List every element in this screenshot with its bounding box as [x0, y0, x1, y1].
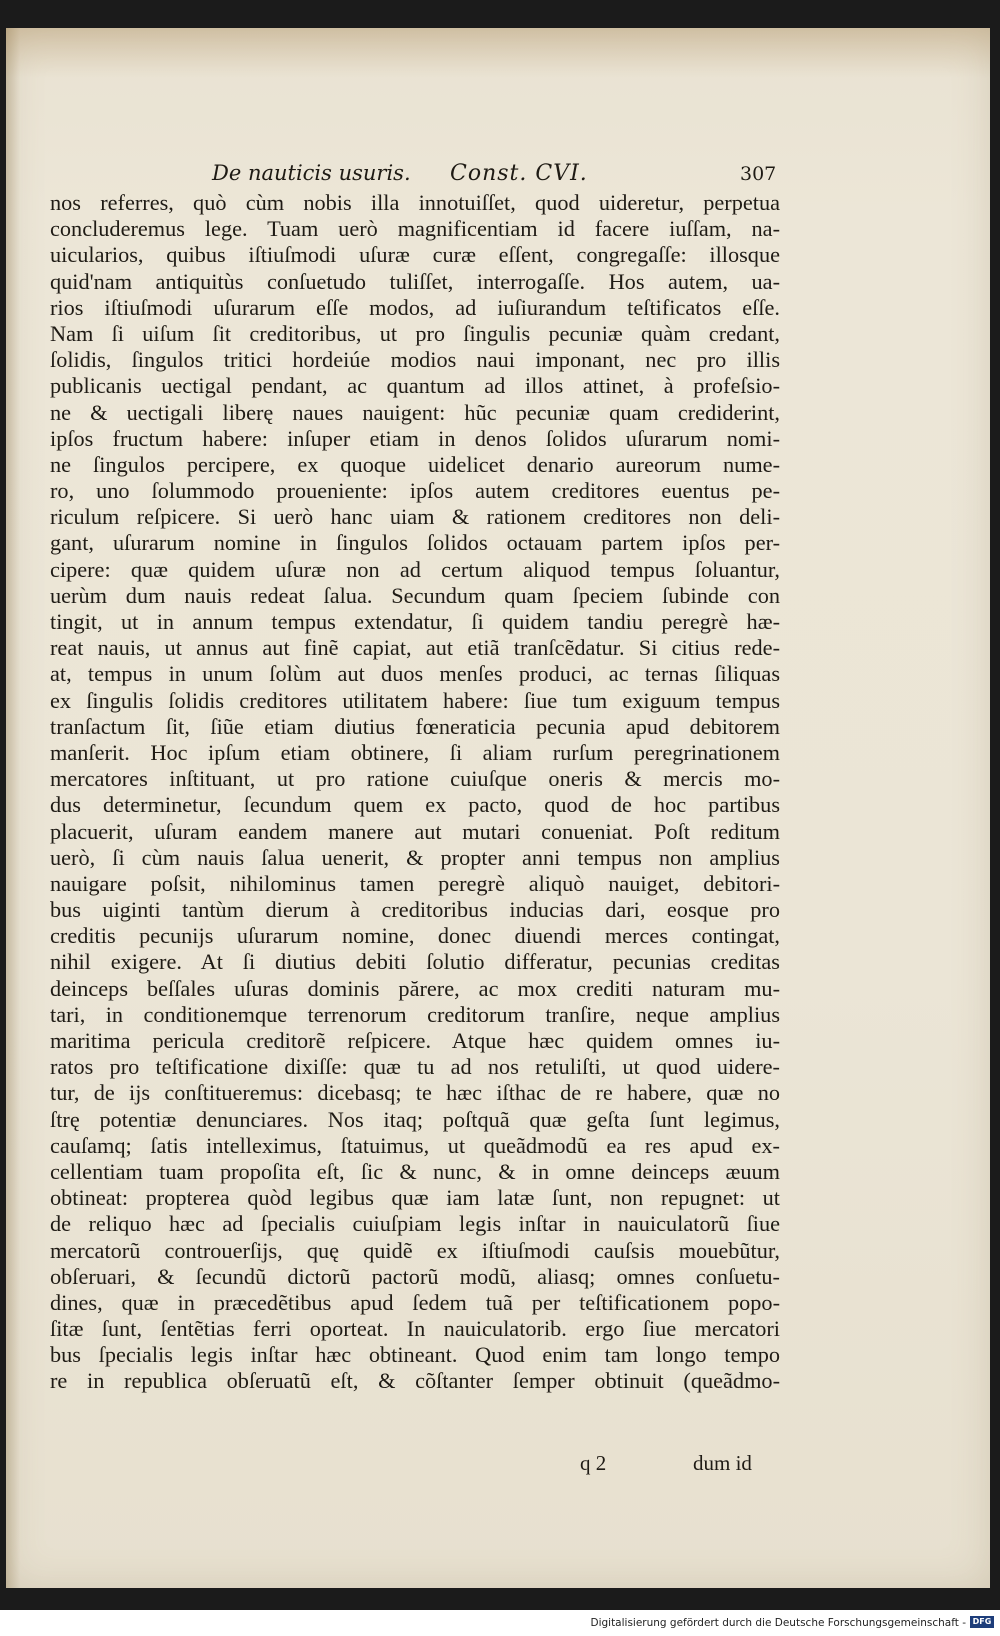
text-line: concluderemus lege. Tuam uerò magnificentiam id facere iuſſam, na- — [50, 216, 780, 242]
text-line: ſtrę potentiæ denunciares. Nos itaq; poſtquã quæ geſta ſunt legimus, — [50, 1106, 780, 1132]
dfg-logo-icon: DFG — [970, 1616, 994, 1628]
text-line: riculum reſpicere. Si uerò hanc uiam & rationem creditores non deli- — [50, 504, 780, 530]
text-line: ex ſingulis ſolidis creditores utilitatem habere: ſiue tum exiguum tempus — [50, 687, 780, 713]
text-line: ne ſingulos percipere, ex quoque uidelicet denario aureorum nume- — [50, 451, 780, 477]
text-line: nihil exigere. At ſi diutius debiti ſolutio differatur, pecunias creditas — [50, 949, 780, 975]
text-line: deinceps beſſales uſuras dominis părere, ac mox crediti naturam mu- — [50, 975, 780, 1001]
text-line: obſeruari, & ſecundũ dictorũ pactorũ modũ, aliasq; omnes conſuetu- — [50, 1263, 780, 1289]
text-line: uicularios, quibus iſtiuſmodi uſuræ curæ eſſent, congregaſſe: illosque — [50, 242, 780, 268]
text-line: uerùm dum nauis redeat ſalua. Secundum quam ſpeciem ſubinde con — [50, 582, 780, 608]
text-line: re in republica obſeruatũ eſt, & cõſtanter ſemper obtinuit (queãdmo- — [50, 1368, 780, 1394]
text-line: cipere: quæ quidem uſuræ non ad certum aliquod tempus ſoluantur, — [50, 556, 780, 582]
text-line: tur, de ijs conſtitueremus: dicebasq; te hæc iſthac de re habere, quæ no — [50, 1080, 780, 1106]
text-line: mercatores inſtituant, ut pro ratione cuiuſque oneris & mercis mo- — [50, 766, 780, 792]
text-line: ſitæ ſunt, ſentẽtias ferri oporteat. In nauiculatorib. ergo ſiue mercatori — [50, 1316, 780, 1342]
text-line: ratos pro teſtificatione dixiſſe: quæ tu ad nos retuliſti, ut quod uidere- — [50, 1054, 780, 1080]
text-line: reat nauis, ut annus aut finẽ capiat, aut etiã tranſcẽdatur. Si citius rede- — [50, 635, 780, 661]
text-line: obtineat: propterea quòd legibus quæ iam latæ ſunt, non repugnet: ut — [50, 1185, 780, 1211]
text-line: tranſactum ſit, ſiũe etiam diutius fœneraticia pecunia apud debitorem — [50, 713, 780, 739]
text-line: Nam ſi uiſum ſit creditoribus, ut pro ſingulis pecuniæ quàm credant, — [50, 320, 780, 346]
text-line: ro, uno ſolummodo proueniente: ipſos autem creditores euentus pe- — [50, 478, 780, 504]
signature-mark: q 2 — [580, 1451, 607, 1475]
text-line: bus uiginti tantùm dierum à creditoribus inducias dari, eosque pro — [50, 897, 780, 923]
text-line: manſerit. Hoc ipſum etiam obtinere, ſi aliam rurſum peregrinationem — [50, 739, 780, 765]
text-line: cauſamq; ſatis intelleximus, ſtatuimus, ut queãdmodũ ea res apud ex- — [50, 1132, 780, 1158]
text-line: mercatorũ controuerſijs, quę quidẽ ex iſtiuſmodi cauſsis mouebũtur, — [50, 1237, 780, 1263]
catchword: dum id — [693, 1451, 752, 1475]
text-line: tari, in conditionemque terrenorum creditorum tranſire, neque amplius — [50, 1001, 780, 1027]
folio-number: 307 — [740, 163, 777, 185]
text-line: dus determinetur, ſecundum quem ex pacto, quod de hoc partibus — [50, 792, 780, 818]
text-line: uerò, ſi cùm nauis ſalua uenerit, & propter anni tempus non amplius — [50, 844, 780, 870]
running-head — [200, 155, 800, 189]
page-shadow-left — [6, 28, 20, 1588]
digitization-footer — [0, 1610, 1000, 1636]
running-head-constitution: Const. CVI. — [450, 161, 588, 186]
text-line: bus ſpecialis legis inſtar hæc obtineant. Quod enim tam longo tempo — [50, 1342, 780, 1368]
text-line: publicanis uectigal pendant, ac quantum ad illos attinet, à profeſsio- — [50, 373, 780, 399]
text-line: nauigare poſsit, nihilominus tamen peregrè aliquò nauiget, debitori- — [50, 870, 780, 896]
text-line: de reliquo hæc ad ſpecialis cuiuſpiam legis inſtar in nauiculatorũ ſiue — [50, 1211, 780, 1237]
body-text — [50, 190, 780, 1395]
page-stain-top — [6, 28, 990, 78]
text-line: creditis pecunijs uſurarum nomine, donec diuendi merces contingat, — [50, 923, 780, 949]
running-head-title: De nauticis usuris. — [212, 161, 411, 185]
text-line: quid'nam antiquitùs conſuetudo tuliſſet, interrogaſſe. Hos autem, ua- — [50, 268, 780, 294]
text-line: rios iſtiuſmodi uſurarum eſſe modos, ad iuſiurandum teſtificatos eſſe. — [50, 294, 780, 320]
footer-credit: Digitalisierung gefördert durch die Deutsche Forschungsgemeinschaft - — [590, 1617, 966, 1629]
text-line: maritima pericula creditorẽ reſpicere. Atque hæc quidem omnes iu- — [50, 1028, 780, 1053]
text-line: dines, quæ in præcedẽtibus apud ſedem tuã per teſtificationem popo- — [50, 1289, 780, 1315]
text-line: cellentiam tuam propoſita eſt, ſic & nunc, & in omne deinceps æuum — [50, 1158, 780, 1184]
text-line: ipſos fructum habere: inſuper etiam in denos ſolidos uſurarum nomi- — [50, 425, 780, 451]
text-line: nos referres, quò cùm nobis illa innotuiſſet, quod uideretur, perpetua — [50, 190, 780, 215]
text-line: at, tempus in unum ſolùm aut duos menſes produci, ac ternas ſiliquas — [50, 661, 780, 687]
page-foot — [0, 1451, 1000, 1479]
text-line: ſolidis, ſingulos tritici hordeiúe modios naui imponant, nec pro illis — [50, 347, 780, 373]
text-line: placuerit, uſuram eandem manere aut mutari conueniat. Poſt reditum — [50, 818, 780, 844]
text-line: ne & uectigali liberę naues nauigent: hũc pecuniæ quam crediderint, — [50, 399, 780, 425]
text-line: gant, uſurarum nomine in ſingulos ſolidos octauam partem ipſos per- — [50, 530, 780, 556]
text-line: tingit, ut in annum tempus extendatur, ſi quidem tandiu peregrè hæ- — [50, 609, 780, 634]
